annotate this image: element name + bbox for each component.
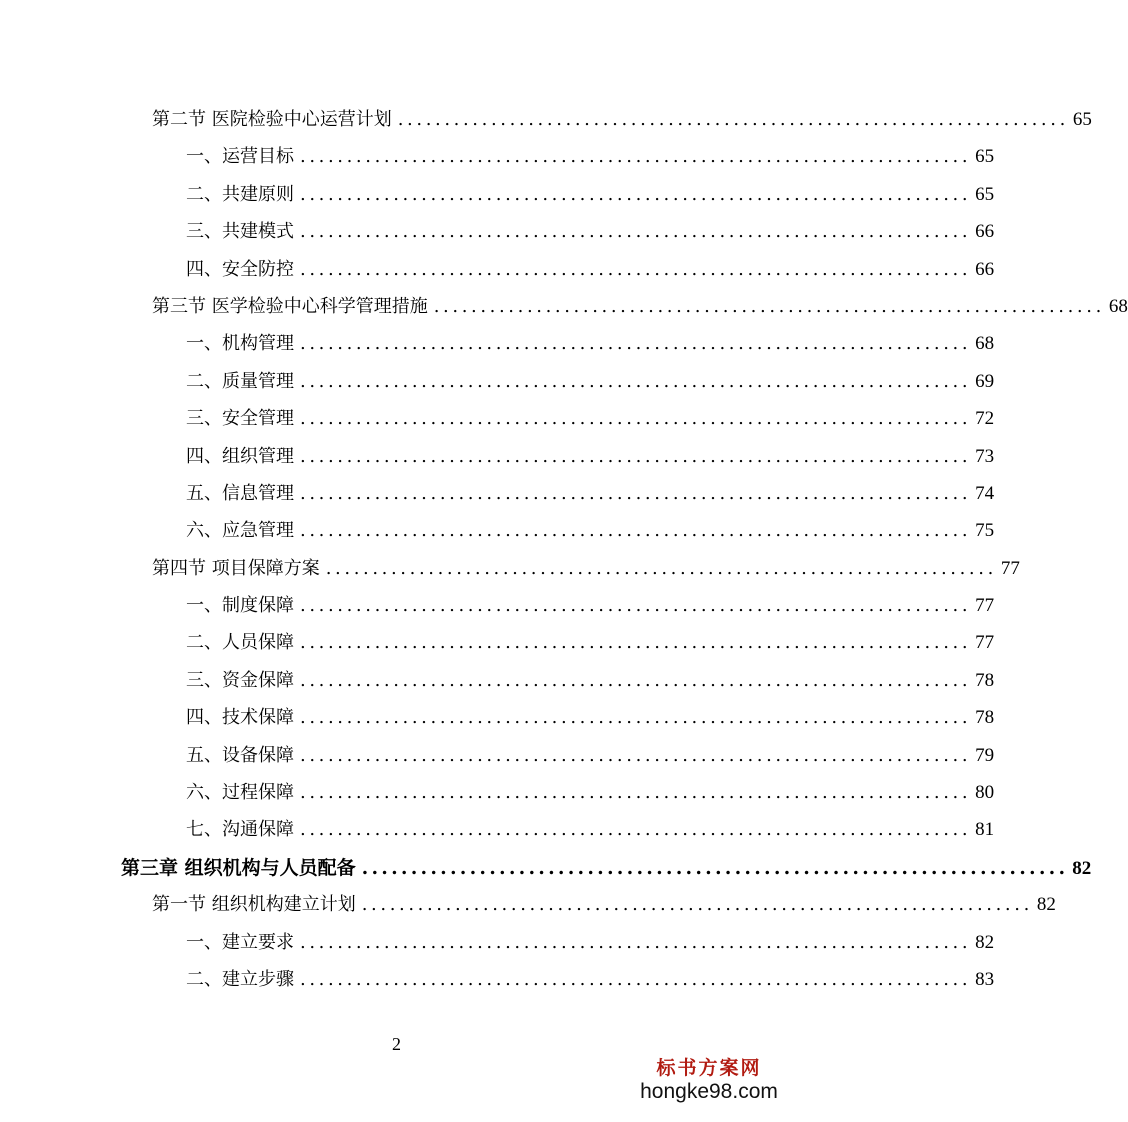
table-of-contents [0,102,1128,999]
toc-entry-page: 77 [975,632,995,654]
toc-entry-page: 80 [975,782,995,804]
toc-leader-dots: ........................................................................ [300,595,972,617]
toc-leader-dots: ........................................................................ [300,370,972,392]
toc-entry[interactable] [0,925,995,962]
toc-entry-page: 66 [975,221,995,243]
toc-entry[interactable] [0,326,995,363]
toc-leader-dots: ........................................................................ [300,221,972,243]
toc-entry[interactable] [0,476,995,513]
toc-entry-page: 82 [975,931,995,953]
toc-entry[interactable] [0,850,1092,887]
toc-entry[interactable] [0,551,1020,588]
toc-entry[interactable] [0,252,995,289]
toc-entry-title: 六、应急管理 [186,520,294,542]
toc-entry-title: 第四节 项目保障方案 [152,557,320,579]
toc-entry[interactable] [0,102,1092,139]
toc-leader-dots: ........................................................................ [300,146,972,168]
toc-entry-page: 72 [975,408,995,430]
toc-entry-title: 二、质量管理 [186,370,294,392]
toc-entry[interactable] [0,887,1056,924]
toc-entry[interactable] [0,738,995,775]
toc-leader-dots: ........................................................................ [300,445,972,467]
toc-entry-title: 五、信息管理 [186,482,294,504]
toc-entry-page: 68 [1108,295,1128,317]
toc-entry[interactable] [0,775,995,812]
toc-entry-page: 65 [975,183,995,205]
toc-entry-page: 78 [975,707,995,729]
toc-entry-title: 二、建立步骤 [186,968,294,990]
toc-leader-dots: ........................................................................ [300,333,972,355]
watermark [639,1056,779,1104]
toc-entry-title: 第二节 医院检验中心运营计划 [152,109,392,130]
toc-entry-page: 73 [975,445,995,467]
toc-leader-dots: ........................................................................ [300,632,972,654]
toc-entry-title: 一、机构管理 [186,333,294,355]
toc-entry[interactable] [0,439,995,476]
toc-leader-dots: ........................................................................ [361,856,1069,879]
watermark-url: hongke98.com [640,1080,778,1103]
toc-leader-dots: ........................................................................ [300,258,972,280]
toc-entry-page: 78 [975,669,995,691]
toc-leader-dots: ........................................................................ [300,744,972,766]
toc-entry-title: 一、制度保障 [186,595,294,617]
toc-leader-dots: ........................................................................ [300,931,972,953]
toc-entry-title: 第三节 医学检验中心科学管理措施 [152,295,428,317]
toc-entry-title: 第一节 组织机构建立计划 [152,894,356,916]
toc-entry-page: 79 [975,744,995,766]
toc-entry-title: 四、技术保障 [186,707,294,729]
toc-entry[interactable] [0,962,995,999]
toc-entry-title: 七、沟通保障 [186,819,294,841]
toc-entry-page: 74 [975,482,995,504]
toc-leader-dots: ........................................................................ [300,707,972,729]
watermark-name: 标书方案网 [656,1057,762,1079]
toc-entry[interactable] [0,513,995,550]
toc-entry-title: 四、安全防控 [186,258,294,280]
toc-entry-page: 77 [1000,557,1020,579]
toc-entry-page: 77 [975,595,995,617]
toc-entry[interactable] [0,177,995,214]
toc-entry-title: 二、共建原则 [186,183,294,205]
toc-entry-title: 三、安全管理 [186,408,294,430]
toc-leader-dots: ........................................................................ [300,968,972,990]
page-number: 2 [392,1034,401,1054]
toc-entry[interactable] [0,700,995,737]
toc-entry-page: 66 [975,258,995,280]
toc-entry[interactable] [0,139,995,176]
toc-entry-page: 68 [975,333,995,355]
toc-entry[interactable] [0,401,995,438]
toc-entry-title: 二、人员保障 [186,632,294,654]
toc-entry-title: 一、建立要求 [186,931,294,953]
toc-entry-title: 五、设备保障 [186,744,294,766]
toc-entry-page: 69 [975,370,995,392]
toc-entry[interactable] [0,812,995,849]
toc-entry-title: 四、组织管理 [186,445,294,467]
toc-leader-dots: ........................................................................ [433,295,1105,317]
toc-leader-dots: ........................................................................ [300,669,972,691]
toc-entry-page: 82 [1036,894,1056,916]
toc-leader-dots: ........................................................................ [397,109,1069,130]
toc-entry-page: 83 [975,968,995,990]
toc-entry[interactable] [0,663,995,700]
toc-entry-page: 82 [1072,857,1092,879]
toc-entry[interactable] [0,364,995,401]
toc-entry-page: 65 [975,146,995,168]
toc-entry[interactable] [0,214,995,251]
toc-leader-dots: ........................................................................ [325,557,997,579]
toc-leader-dots: ........................................................................ [300,408,972,430]
toc-leader-dots: ........................................................................ [361,894,1033,916]
toc-entry[interactable] [0,588,995,625]
toc-entry-title: 第三章 组织机构与人员配备 [121,856,356,879]
toc-entry[interactable] [0,625,995,662]
toc-entry-title: 六、过程保障 [186,782,294,804]
toc-entry-page: 75 [975,520,995,542]
toc-entry-title: 一、运营目标 [186,146,294,168]
toc-leader-dots: ........................................................................ [300,819,972,841]
toc-entry-page: 81 [975,819,995,841]
toc-leader-dots: ........................................................................ [300,482,972,504]
toc-leader-dots: ........................................................................ [300,782,972,804]
toc-entry-title: 三、共建模式 [186,221,294,243]
toc-leader-dots: ........................................................................ [300,183,972,205]
toc-entry-title: 三、资金保障 [186,669,294,691]
toc-entry[interactable] [0,289,1128,326]
toc-entry-page: 65 [1072,109,1092,130]
toc-leader-dots: ........................................................................ [300,520,972,542]
